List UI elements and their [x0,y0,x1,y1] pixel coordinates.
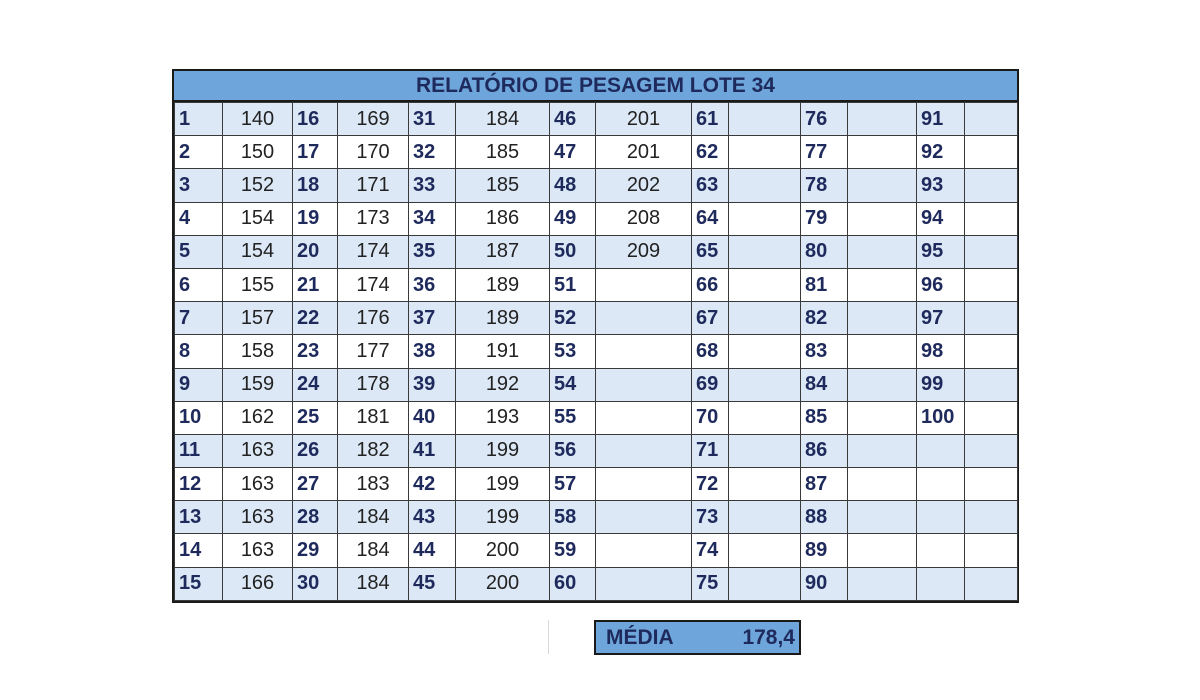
table-row [175,401,1018,434]
animal-number: 89 [801,534,848,567]
weight-cell: 187 [456,235,550,268]
weight-cell [596,368,692,401]
report-title: RELATÓRIO DE PESAGEM LOTE 34 [172,69,1019,102]
weight-cell [848,169,917,202]
animal-number: 26 [293,434,338,467]
average-box [594,620,801,655]
weight-cell [596,468,692,501]
animal-number: 90 [801,567,848,600]
weight-cell [729,468,801,501]
weight-cell [848,202,917,235]
weight-cell [965,468,1018,501]
weight-cell: 186 [456,202,550,235]
weight-cell: 202 [596,169,692,202]
weights-grid-wrapper [172,102,1019,603]
weight-cell: 183 [338,468,409,501]
animal-number: 68 [692,335,729,368]
weight-cell [729,103,801,136]
animal-number: 48 [550,169,596,202]
weight-cell [729,169,801,202]
weight-cell: 181 [338,401,409,434]
animal-number: 16 [293,103,338,136]
weight-cell: 185 [456,136,550,169]
animal-number: 76 [801,103,848,136]
weight-cell [965,103,1018,136]
weight-cell [848,501,917,534]
weight-cell [965,434,1018,467]
weight-cell: 209 [596,235,692,268]
animal-number: 64 [692,202,729,235]
animal-number: 100 [917,401,965,434]
animal-number: 4 [175,202,223,235]
weight-cell [848,302,917,335]
animal-number: 22 [293,302,338,335]
average-label: MÉDIA [606,625,674,649]
animal-number: 82 [801,302,848,335]
weight-cell [965,302,1018,335]
weight-cell: 189 [456,302,550,335]
weight-cell [848,567,917,600]
weight-cell [596,534,692,567]
animal-number: 95 [917,235,965,268]
weight-cell: 155 [223,268,293,301]
table-row [175,202,1018,235]
animal-number: 38 [409,335,456,368]
animal-number: 71 [692,434,729,467]
weight-cell [848,401,917,434]
weight-cell [729,235,801,268]
weight-cell [848,136,917,169]
weight-cell [729,136,801,169]
weight-cell: 157 [223,302,293,335]
animal-number: 72 [692,468,729,501]
weight-cell: 184 [456,103,550,136]
animal-number: 96 [917,268,965,301]
weight-cell [596,434,692,467]
animal-number [917,567,965,600]
weight-cell [965,136,1018,169]
animal-number: 39 [409,368,456,401]
animal-number [917,468,965,501]
animal-number: 77 [801,136,848,169]
animal-number: 80 [801,235,848,268]
animal-number: 13 [175,501,223,534]
animal-number: 15 [175,567,223,600]
animal-number: 41 [409,434,456,467]
weighing-report [172,69,1019,603]
table-row [175,368,1018,401]
table-row [175,567,1018,600]
animal-number: 81 [801,268,848,301]
animal-number: 60 [550,567,596,600]
weight-cell [965,235,1018,268]
weight-cell [848,235,917,268]
animal-number: 50 [550,235,596,268]
animal-number: 14 [175,534,223,567]
animal-number: 84 [801,368,848,401]
animal-number: 52 [550,302,596,335]
animal-number: 31 [409,103,456,136]
animal-number: 94 [917,202,965,235]
weight-cell: 174 [338,235,409,268]
animal-number: 92 [917,136,965,169]
animal-number: 23 [293,335,338,368]
animal-number: 9 [175,368,223,401]
animal-number: 86 [801,434,848,467]
animal-number [917,501,965,534]
weight-cell [848,368,917,401]
weight-cell: 193 [456,401,550,434]
weight-cell [729,268,801,301]
weight-cell: 208 [596,202,692,235]
animal-number: 73 [692,501,729,534]
weight-cell [729,567,801,600]
animal-number: 70 [692,401,729,434]
animal-number: 8 [175,335,223,368]
weight-cell [729,501,801,534]
animal-number: 33 [409,169,456,202]
weight-cell: 163 [223,468,293,501]
weight-cell: 162 [223,401,293,434]
animal-number: 37 [409,302,456,335]
animal-number: 43 [409,501,456,534]
animal-number: 6 [175,268,223,301]
weight-cell: 199 [456,434,550,467]
weight-cell [965,169,1018,202]
weight-cell [848,468,917,501]
animal-number: 53 [550,335,596,368]
weight-cell: 163 [223,534,293,567]
weight-cell: 154 [223,235,293,268]
animal-number: 83 [801,335,848,368]
table-row [175,136,1018,169]
animal-number: 11 [175,434,223,467]
weight-cell [848,434,917,467]
animal-number: 58 [550,501,596,534]
average-value: 178,4 [742,625,795,649]
weight-cell: 201 [596,103,692,136]
animal-number: 46 [550,103,596,136]
weight-cell [596,567,692,600]
weight-cell [596,501,692,534]
animal-number: 5 [175,235,223,268]
animal-number: 35 [409,235,456,268]
weight-cell [596,268,692,301]
weight-cell: 184 [338,534,409,567]
animal-number: 97 [917,302,965,335]
weight-cell [729,302,801,335]
animal-number: 28 [293,501,338,534]
animal-number: 49 [550,202,596,235]
animal-number: 25 [293,401,338,434]
animal-number: 65 [692,235,729,268]
weight-cell: 185 [456,169,550,202]
animal-number: 63 [692,169,729,202]
animal-number: 29 [293,534,338,567]
animal-number: 87 [801,468,848,501]
weight-cell: 184 [338,501,409,534]
animal-number [917,534,965,567]
weight-cell [848,335,917,368]
weight-cell [729,434,801,467]
weight-cell: 191 [456,335,550,368]
animal-number: 44 [409,534,456,567]
animal-number: 24 [293,368,338,401]
animal-number: 19 [293,202,338,235]
table-row [175,103,1018,136]
table-row [175,235,1018,268]
animal-number: 75 [692,567,729,600]
animal-number: 99 [917,368,965,401]
table-row [175,169,1018,202]
animal-number: 36 [409,268,456,301]
animal-number: 12 [175,468,223,501]
animal-number: 67 [692,302,729,335]
weight-cell [729,534,801,567]
weight-cell: 150 [223,136,293,169]
animal-number: 78 [801,169,848,202]
animal-number: 7 [175,302,223,335]
weight-cell: 177 [338,335,409,368]
weight-cell [848,103,917,136]
animal-number: 56 [550,434,596,467]
animal-number: 93 [917,169,965,202]
animal-number: 20 [293,235,338,268]
weight-cell: 200 [456,534,550,567]
animal-number: 1 [175,103,223,136]
weight-cell: 200 [456,567,550,600]
weight-cell [729,202,801,235]
weight-cell: 178 [338,368,409,401]
animal-number: 59 [550,534,596,567]
weight-cell [965,567,1018,600]
weight-cell [965,368,1018,401]
animal-number: 54 [550,368,596,401]
animal-number: 69 [692,368,729,401]
animal-number: 10 [175,401,223,434]
cell-gridline [548,620,549,654]
table-row [175,501,1018,534]
weight-cell: 159 [223,368,293,401]
weight-cell [729,335,801,368]
animal-number: 18 [293,169,338,202]
weight-cell: 192 [456,368,550,401]
weight-cell: 166 [223,567,293,600]
weight-cell: 176 [338,302,409,335]
weight-cell: 199 [456,468,550,501]
animal-number: 32 [409,136,456,169]
weight-cell [596,401,692,434]
weight-cell: 173 [338,202,409,235]
animal-number: 91 [917,103,965,136]
animal-number: 85 [801,401,848,434]
animal-number: 17 [293,136,338,169]
animal-number: 3 [175,169,223,202]
weight-cell: 184 [338,567,409,600]
weight-cell [965,202,1018,235]
table-row [175,335,1018,368]
animal-number: 66 [692,268,729,301]
weight-cell [848,534,917,567]
weight-cell: 154 [223,202,293,235]
weight-cell: 201 [596,136,692,169]
table-row [175,534,1018,567]
weight-cell [965,401,1018,434]
weight-cell: 182 [338,434,409,467]
weight-cell [596,335,692,368]
animal-number: 34 [409,202,456,235]
weight-cell [848,268,917,301]
animal-number: 40 [409,401,456,434]
animal-number: 42 [409,468,456,501]
animal-number: 74 [692,534,729,567]
weight-cell: 174 [338,268,409,301]
animal-number: 55 [550,401,596,434]
weight-cell [965,268,1018,301]
weight-cell: 169 [338,103,409,136]
table-row [175,302,1018,335]
weight-cell: 163 [223,501,293,534]
animal-number: 2 [175,136,223,169]
weight-cell: 140 [223,103,293,136]
weight-cell [965,335,1018,368]
weights-table [174,102,1018,601]
weight-cell: 163 [223,434,293,467]
animal-number: 61 [692,103,729,136]
weight-cell: 158 [223,335,293,368]
animal-number: 21 [293,268,338,301]
animal-number: 45 [409,567,456,600]
weight-cell: 189 [456,268,550,301]
weight-cell: 171 [338,169,409,202]
table-row [175,434,1018,467]
weight-cell [729,401,801,434]
animal-number: 88 [801,501,848,534]
animal-number: 98 [917,335,965,368]
weight-cell: 152 [223,169,293,202]
animal-number: 27 [293,468,338,501]
weight-cell: 199 [456,501,550,534]
weight-cell [965,534,1018,567]
weight-cell: 170 [338,136,409,169]
animal-number: 79 [801,202,848,235]
weight-cell [729,368,801,401]
animal-number: 47 [550,136,596,169]
animal-number: 57 [550,468,596,501]
table-row [175,468,1018,501]
animal-number [917,434,965,467]
weight-cell [965,501,1018,534]
weight-cell [596,302,692,335]
animal-number: 62 [692,136,729,169]
table-row [175,268,1018,301]
animal-number: 30 [293,567,338,600]
animal-number: 51 [550,268,596,301]
